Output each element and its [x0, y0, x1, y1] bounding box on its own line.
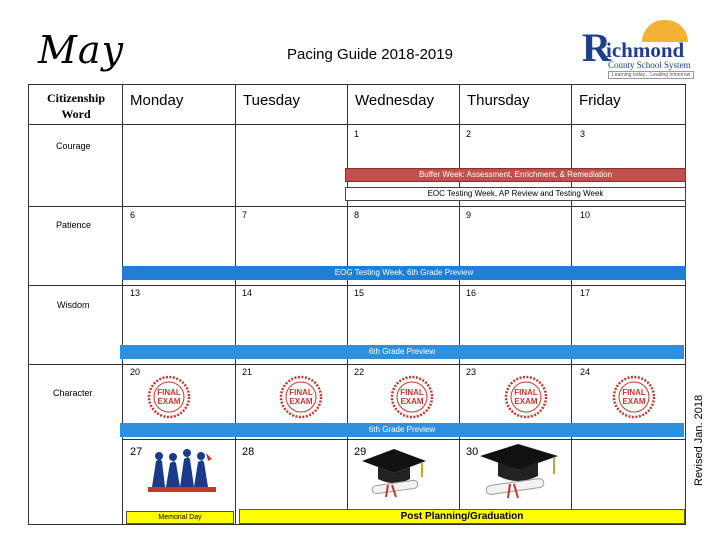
date-number: 1 — [354, 129, 360, 139]
date-number: 7 — [242, 210, 248, 220]
date-number: 16 — [466, 288, 477, 298]
district-logo — [580, 20, 698, 82]
badge-line2: EXAM — [622, 397, 646, 406]
graduation-cap-icon — [358, 443, 430, 501]
day-header-monday: Monday — [130, 92, 184, 109]
citizenship-word-header: Citizenship Word — [46, 91, 105, 121]
graduation-cap-icon — [474, 440, 564, 502]
citizenship-word: Courage — [56, 141, 91, 151]
day-header-wednesday: Wednesday — [355, 92, 434, 109]
logo-tagline: Learning today... Leading tomorrow — [608, 71, 694, 79]
final-exam-badge-icon — [147, 375, 191, 419]
grid-line — [28, 206, 686, 207]
final-exam-badge-icon — [504, 375, 548, 419]
memorial-soldiers-icon — [146, 447, 218, 495]
badge-line1: FINAL — [514, 388, 538, 397]
final-exam-badge-icon — [279, 375, 323, 419]
date-number: 10 — [580, 210, 591, 220]
grid-line — [28, 364, 686, 365]
grid-line — [459, 84, 460, 525]
date-number: 20 — [130, 367, 141, 377]
date-number: 23 — [466, 367, 477, 377]
date-number: 14 — [242, 288, 253, 298]
date-number: 29 — [354, 446, 367, 458]
eog-testing-banner: EOG Testing Week, 6th Grade Preview — [122, 266, 686, 280]
date-number: 28 — [242, 446, 255, 458]
grid-line — [28, 124, 686, 125]
badge-line2: EXAM — [157, 397, 181, 406]
date-number: 13 — [130, 288, 141, 298]
citizenship-word: Character — [53, 388, 93, 398]
sixth-grade-preview-banner: 6th Grade Preview — [120, 423, 684, 437]
day-header-friday: Friday — [579, 92, 621, 109]
grid-line — [235, 84, 236, 525]
badge-line1: FINAL — [622, 388, 646, 397]
logo-initial: R — [582, 25, 611, 70]
date-number: 2 — [466, 129, 472, 139]
date-number: 21 — [242, 367, 253, 377]
badge-line1: FINAL — [157, 388, 181, 397]
date-number: 8 — [354, 210, 360, 220]
badge-line2: EXAM — [289, 397, 313, 406]
grid-line — [122, 84, 123, 525]
badge-line1: FINAL — [400, 388, 424, 397]
date-number: 15 — [354, 288, 365, 298]
grid-line — [347, 84, 348, 525]
final-exam-badge-icon — [612, 375, 656, 419]
badge-line2: EXAM — [514, 397, 538, 406]
buffer-week-banner: Buffer Week: Assessment, Enrichment, & Remediation — [345, 168, 686, 182]
revised-note: Revised Jan. 2018 — [693, 394, 705, 486]
date-number: 24 — [580, 367, 591, 377]
date-number: 17 — [580, 288, 591, 298]
grid-line — [571, 84, 572, 525]
calendar-grid — [28, 84, 686, 525]
date-number: 9 — [466, 210, 472, 220]
badge-line1: FINAL — [289, 388, 313, 397]
date-number: 6 — [130, 210, 136, 220]
logo-subtitle: County School System — [608, 60, 691, 70]
day-header-thursday: Thursday — [467, 92, 530, 109]
badge-line2: EXAM — [400, 397, 424, 406]
eoc-testing-banner: EOC Testing Week, AP Review and Testing Week — [345, 187, 686, 201]
memorial-day-banner: Memorial Day — [126, 511, 234, 524]
logo-name: ichmond — [606, 38, 685, 62]
page-title: Pacing Guide 2018-2019 — [287, 46, 453, 63]
date-number: 22 — [354, 367, 365, 377]
date-number: 3 — [580, 129, 586, 139]
post-planning-banner: Post Planning/Graduation — [239, 509, 685, 524]
date-number: 30 — [466, 446, 479, 458]
grid-line — [122, 439, 686, 440]
day-header-tuesday: Tuesday — [243, 92, 300, 109]
grid-line — [28, 285, 686, 286]
sixth-grade-preview-banner: 6th Grade Preview — [120, 345, 684, 359]
month-title: May — [38, 28, 125, 72]
citizenship-word: Wisdom — [57, 300, 90, 310]
citizenship-word: Patience — [56, 220, 92, 230]
date-number: 27 — [130, 446, 143, 458]
final-exam-badge-icon — [390, 375, 434, 419]
